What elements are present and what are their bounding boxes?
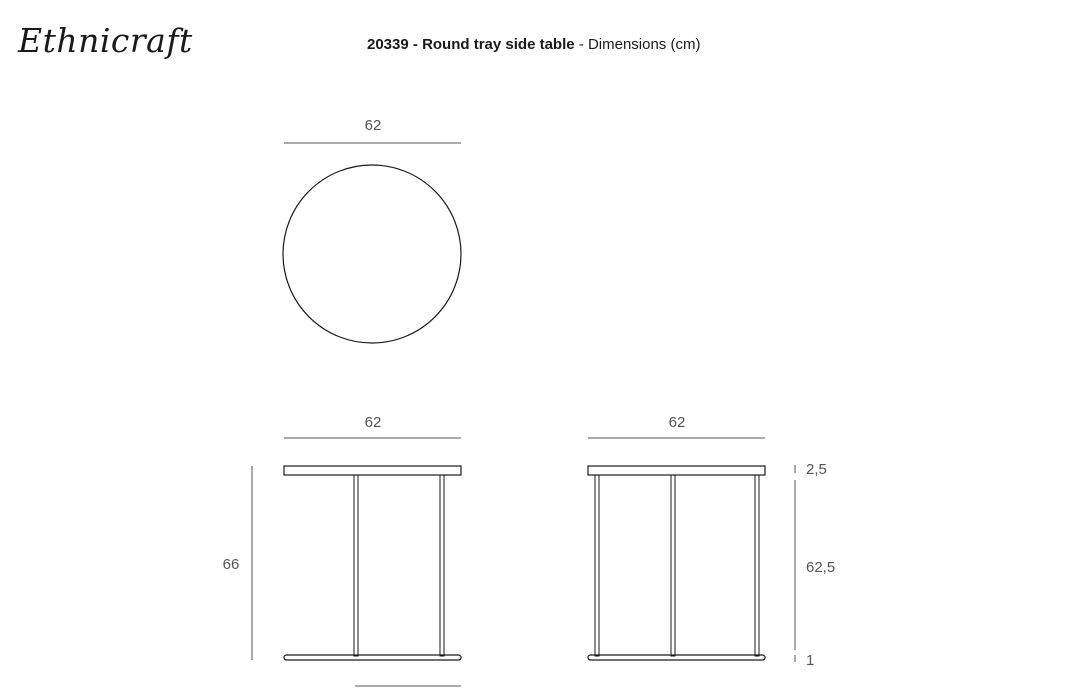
top-view	[283, 117, 461, 343]
side-view-left-leg	[595, 475, 599, 656]
front-view-width-label: 62	[364, 414, 382, 431]
product-name: Round tray side table	[422, 36, 575, 53]
title-separator-2: -	[574, 36, 588, 53]
front-view-height-label: 66	[222, 556, 240, 573]
side-view-leg-height-label: 62,5	[806, 559, 836, 576]
front-view	[223, 414, 461, 686]
side-view-top-thickness-label: 2,5	[806, 461, 827, 478]
side-view-tabletop	[588, 466, 765, 475]
product-code: 20339	[367, 36, 409, 53]
front-view-base	[284, 655, 461, 660]
top-view-width-label: 62	[364, 117, 382, 134]
ethnicraft-logo: Ethnicraft	[18, 21, 193, 60]
side-view-width-label: 62	[668, 414, 686, 431]
title-separator: -	[408, 36, 423, 53]
units-label: Dimensions (cm)	[587, 36, 701, 53]
front-view-left-leg	[354, 475, 358, 656]
front-view-right-leg	[440, 475, 444, 656]
tabletop-circle	[283, 165, 461, 343]
side-view-base-thickness-label: 1	[806, 652, 815, 669]
front-view-tabletop	[284, 466, 461, 475]
side-view-center-leg	[671, 475, 675, 656]
side-view-base	[588, 655, 765, 660]
side-view-right-leg	[755, 475, 759, 656]
side-view	[588, 414, 835, 669]
